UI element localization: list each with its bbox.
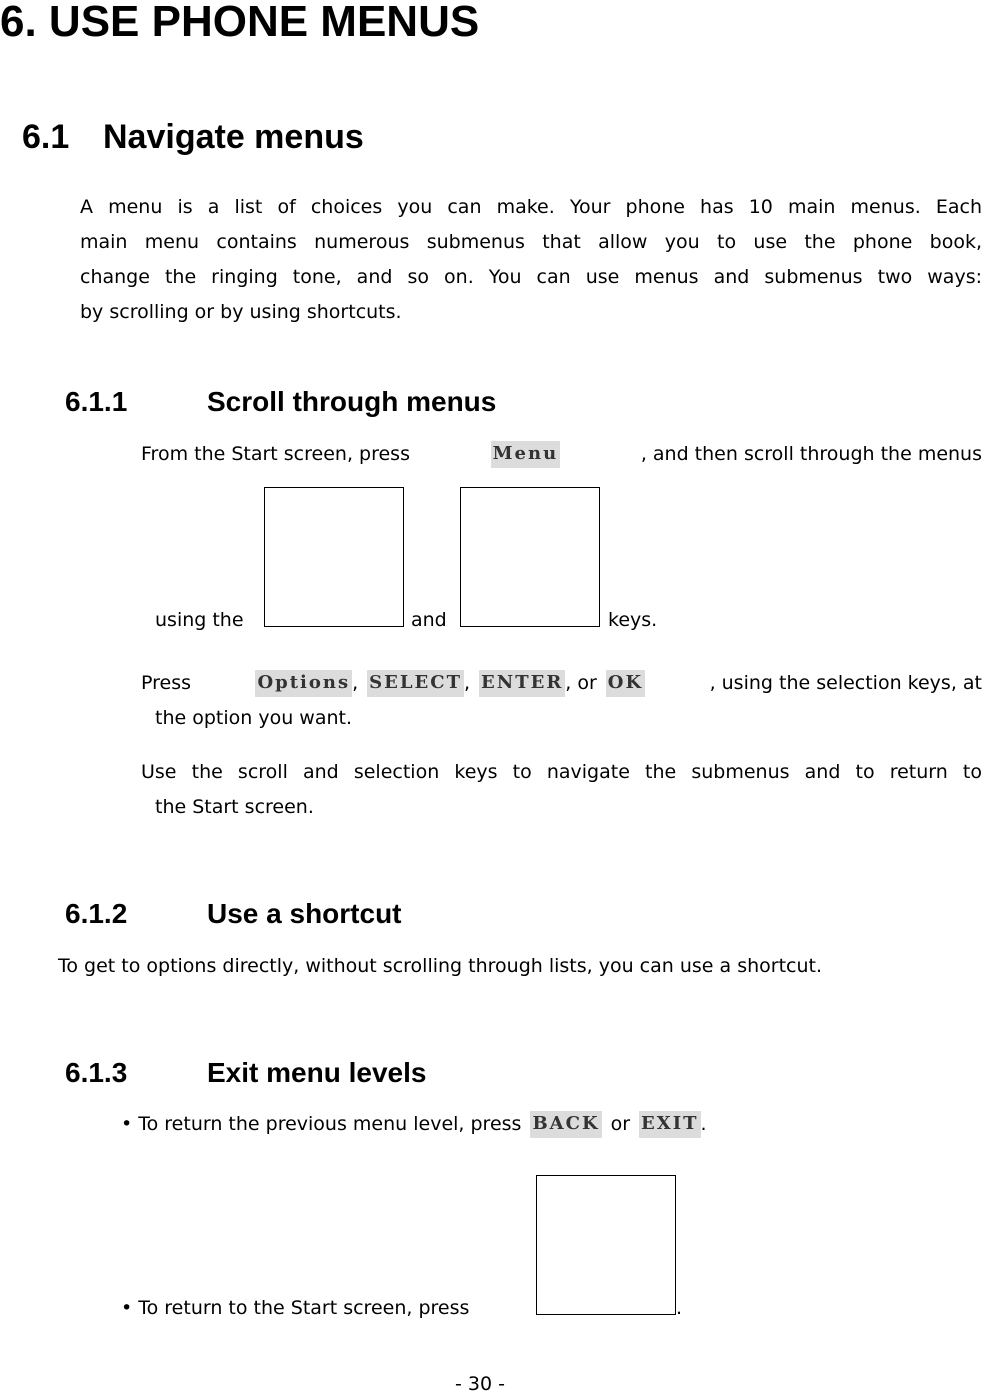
scroll-line-1-start: From the Start screen, press [141, 443, 410, 465]
selection-keys [255, 666, 645, 701]
intro-line: by scrolling or by using shortcuts. [80, 301, 402, 323]
scroll-line-1-end: , and then scroll through the menus [640, 443, 982, 465]
options-key: Options [255, 670, 352, 697]
subsection-613-number: 6.1.3 [65, 1057, 128, 1088]
exit-bullet-2-text: • To return to the Start screen, press [121, 1297, 470, 1319]
subsection-612-title: Use a shortcut [207, 898, 402, 929]
section-title: Navigate menus [103, 118, 364, 156]
subsection-611-title: Scroll through menus [207, 386, 497, 417]
intro-paragraph [80, 190, 982, 330]
intro-line: A menu is a list of choices you can make. Your phone has 10 main menus. Each [80, 196, 982, 218]
or-word: , or [565, 672, 597, 694]
subsection-612-number: 6.1.2 [65, 898, 128, 929]
subsection-613-title: Exit menu levels [207, 1057, 427, 1088]
exit-bullet-1 [121, 1107, 707, 1142]
scroll-up-key-image [264, 487, 404, 627]
press-line-1-end: , using the selection keys, at [709, 672, 982, 694]
enter-key: ENTER [479, 670, 565, 697]
select-key: SELECT [367, 670, 464, 697]
or-word: or [610, 1113, 631, 1135]
period: . [700, 1113, 707, 1135]
subsection-611-number: 6.1.1 [65, 386, 128, 417]
shortcut-text: To get to options directly, without scrolling through lists, you can use a shortcut. [58, 955, 822, 977]
intro-line: change the ringing tone, and so on. You can use menus and submenus two ways: [80, 266, 982, 288]
exit-bullet-1-text: • To return the previous menu level, press [121, 1113, 522, 1135]
comma: , [463, 672, 471, 694]
section-number: 6.1 [22, 118, 70, 156]
press-line-2: the option you want. [155, 707, 353, 729]
period: . [676, 1297, 683, 1319]
ok-key: OK [606, 670, 645, 697]
end-key-image [536, 1175, 676, 1315]
intro-line: main menu contains numerous submenus that allow you to use the phone book, [80, 231, 982, 253]
use-line-1: Use the scroll and selection keys to navigate the submenus and to return to [141, 761, 982, 783]
scroll-line-1 [141, 437, 982, 472]
scroll-line-2-start: using the [155, 609, 244, 631]
comma: , [352, 672, 359, 694]
back-key: BACK [530, 1111, 601, 1138]
scroll-line-2-end: keys. [608, 609, 658, 631]
page-number: - 30 - [455, 1373, 505, 1395]
press-line-1 [141, 666, 982, 701]
use-line-2: the Start screen. [155, 796, 314, 818]
press-word: Press [141, 672, 192, 694]
scroll-down-key-image [460, 487, 600, 627]
menu-key: Menu [491, 441, 561, 468]
chapter-title: 6. USE PHONE MENUS [0, 0, 480, 46]
exit-key: EXIT [639, 1111, 701, 1138]
scroll-line-2-and: and [411, 609, 447, 631]
